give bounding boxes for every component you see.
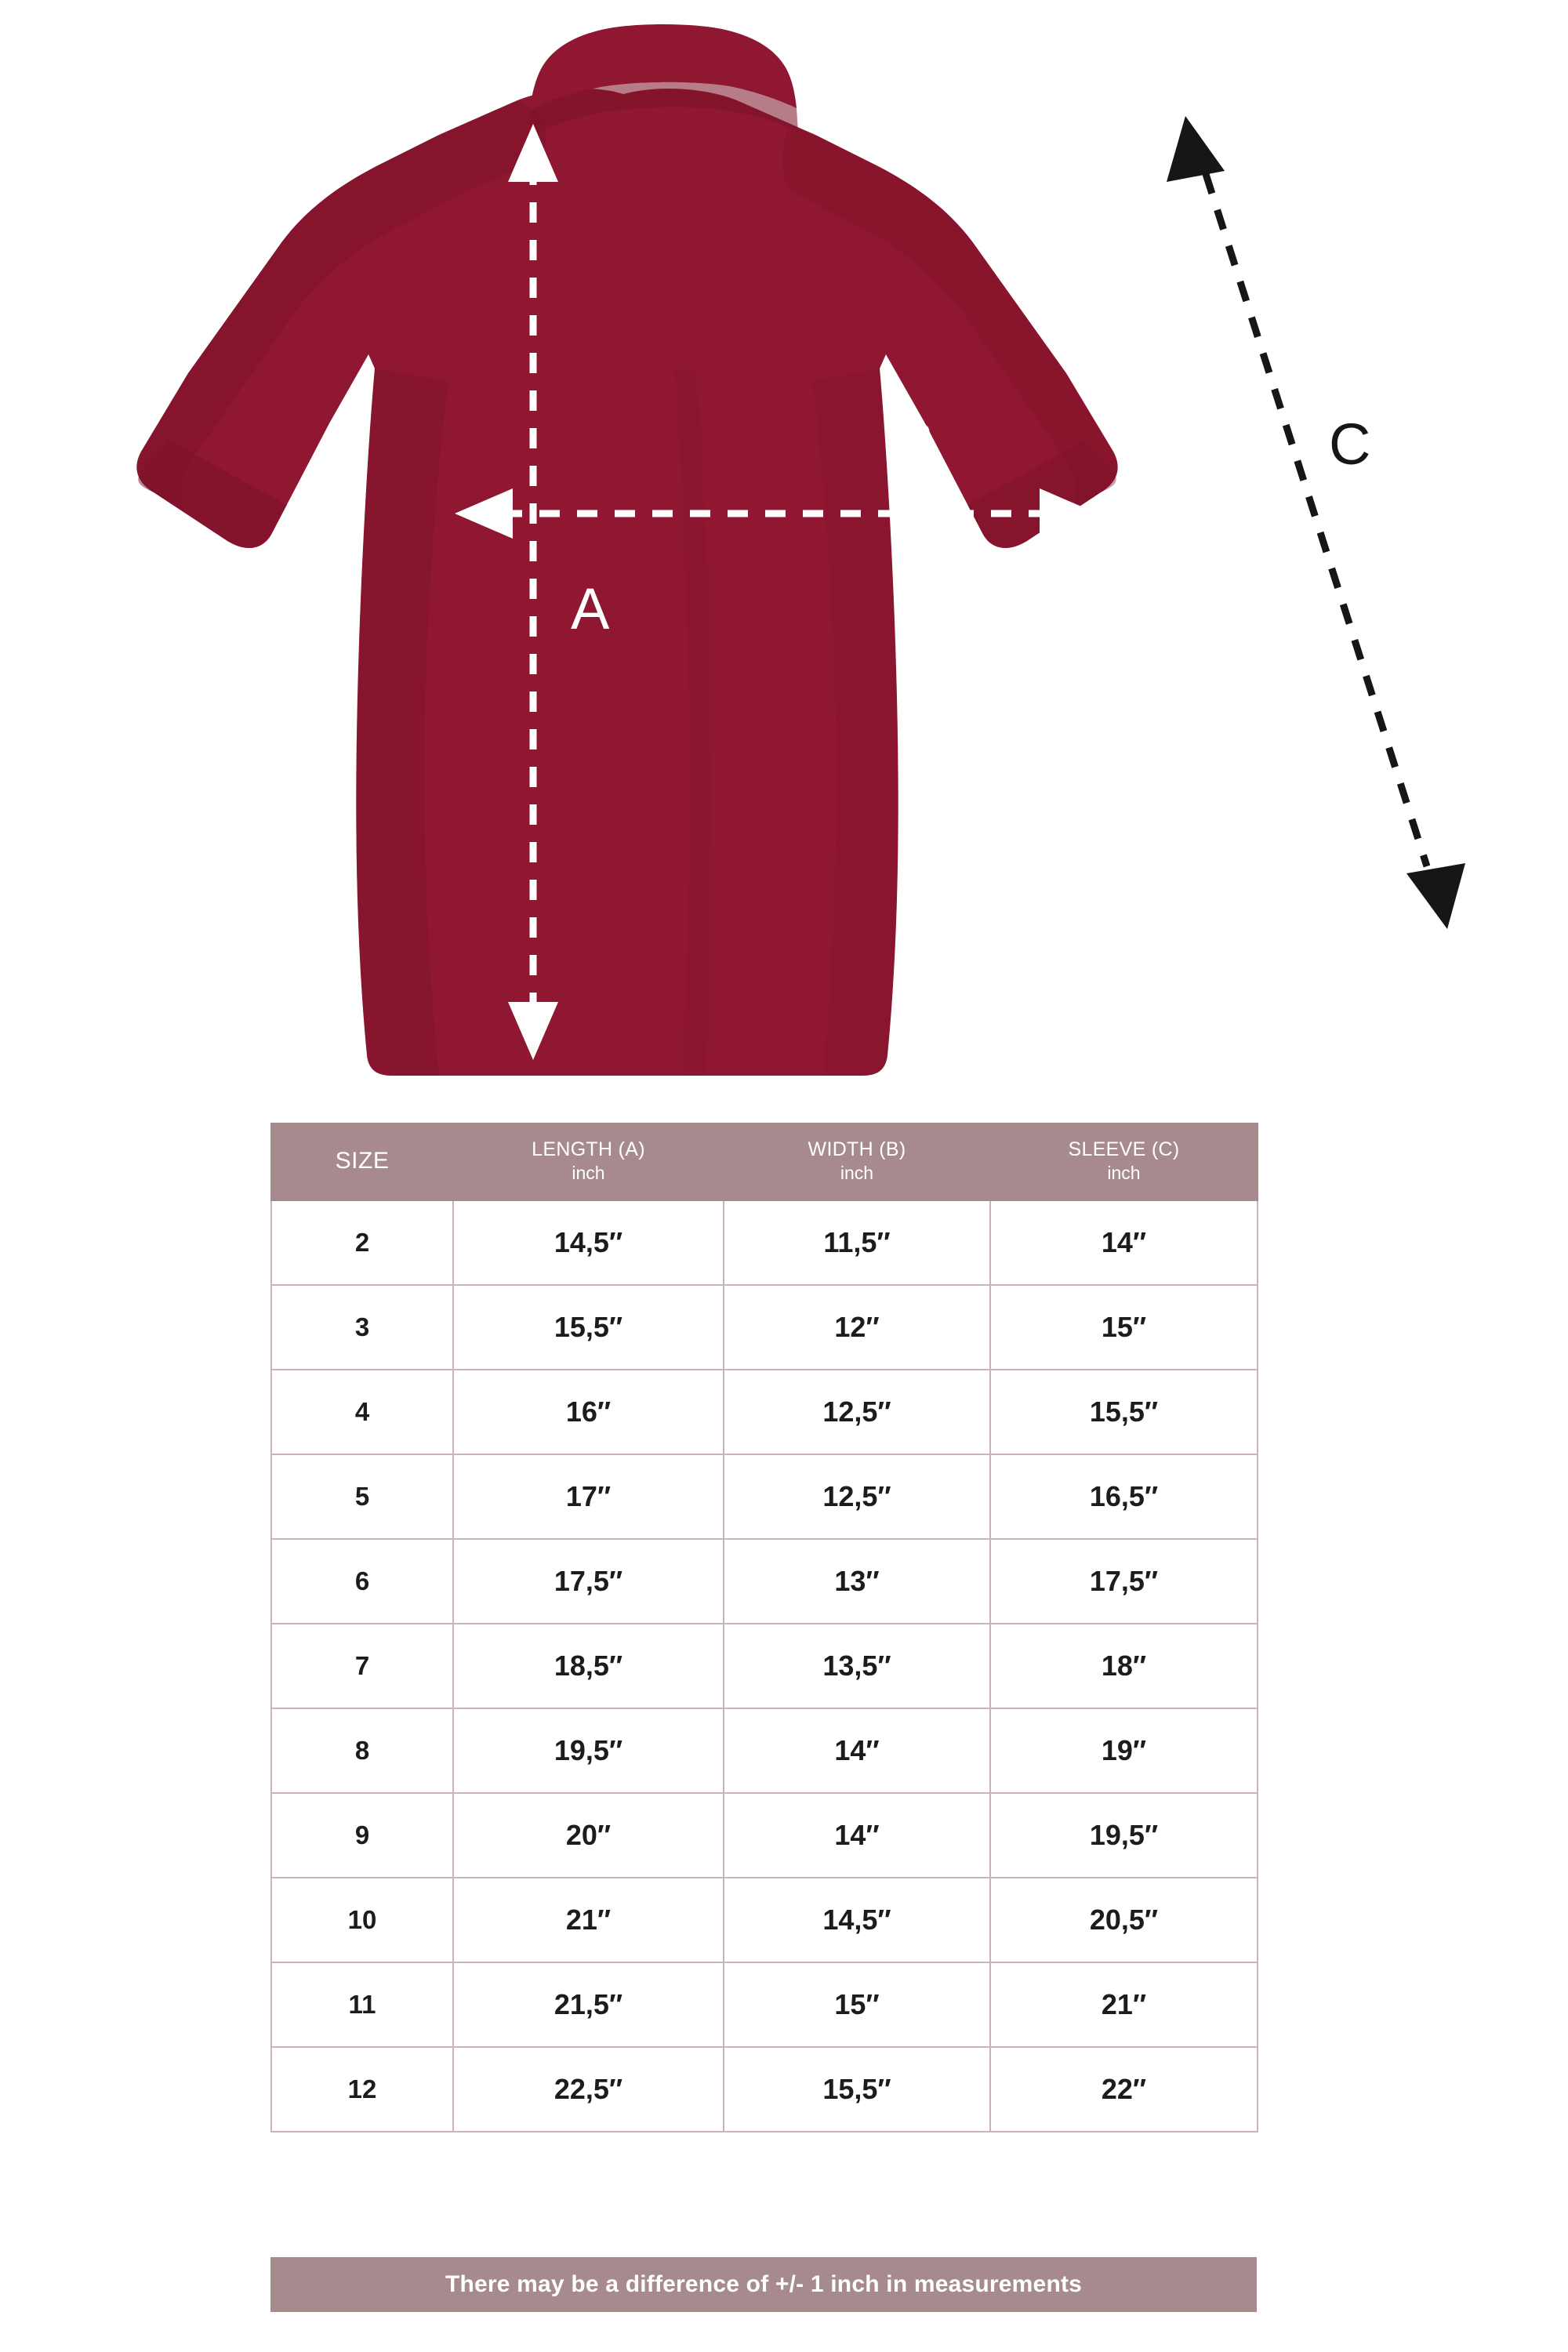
cell-width: 12,5″ — [724, 1370, 990, 1454]
size-table — [270, 1123, 1258, 2132]
cell-size: 5 — [271, 1454, 453, 1539]
header-length-main: LENGTH (A) — [532, 1138, 645, 1160]
table-row — [271, 1878, 1258, 1962]
table-header-row — [271, 1123, 1258, 1200]
cell-sleeve: 17,5″ — [990, 1539, 1258, 1624]
cell-length: 17,5″ — [453, 1539, 724, 1624]
cell-length: 21″ — [453, 1878, 724, 1962]
cell-width: 11,5″ — [724, 1200, 990, 1285]
cell-length: 15,5″ — [453, 1285, 724, 1370]
header-width — [724, 1123, 990, 1200]
header-length-unit: inch — [572, 1163, 605, 1183]
cell-sleeve: 19,5″ — [990, 1793, 1258, 1878]
header-sleeve — [990, 1123, 1258, 1200]
dimension-label-a: A — [571, 576, 610, 641]
table-row — [271, 1200, 1258, 1285]
table-row — [271, 1624, 1258, 1708]
dimension-label-b: B — [896, 410, 935, 475]
cell-length: 18,5″ — [453, 1624, 724, 1708]
dimension-label-c: C — [1329, 412, 1371, 477]
header-width-unit: inch — [840, 1163, 874, 1183]
cell-length: 21,5″ — [453, 1962, 724, 2047]
cell-width: 13″ — [724, 1539, 990, 1624]
cell-width: 12,5″ — [724, 1454, 990, 1539]
cell-sleeve: 14″ — [990, 1200, 1258, 1285]
cell-width: 13,5″ — [724, 1624, 990, 1708]
garment-illustration — [0, 0, 1568, 1121]
shirt-body-shape — [136, 24, 1117, 1076]
table-row — [271, 1708, 1258, 1793]
cell-sleeve: 21″ — [990, 1962, 1258, 2047]
cell-width: 15,5″ — [724, 2047, 990, 2132]
measurement-tolerance-note — [270, 2257, 1257, 2312]
cell-length: 20″ — [453, 1793, 724, 1878]
cell-size: 3 — [271, 1285, 453, 1370]
table-row — [271, 1962, 1258, 2047]
cell-sleeve: 20,5″ — [990, 1878, 1258, 1962]
double-arrow-diagonal-icon — [1167, 116, 1465, 929]
table-row — [271, 2047, 1258, 2132]
header-sleeve-main: SLEEVE (C) — [1068, 1138, 1180, 1160]
table-row — [271, 1285, 1258, 1370]
note-text: There may be a difference of +/- 1 inch in measurements — [445, 2271, 1083, 2297]
table-row — [271, 1793, 1258, 1878]
cell-sleeve: 18″ — [990, 1624, 1258, 1708]
cell-size: 12 — [271, 2047, 453, 2132]
cell-length: 17″ — [453, 1454, 724, 1539]
cell-width: 14″ — [724, 1708, 990, 1793]
cell-length: 16″ — [453, 1370, 724, 1454]
cell-size: 11 — [271, 1962, 453, 2047]
header-length — [453, 1123, 724, 1200]
size-chart — [270, 1123, 1257, 2132]
header-size: SIZE — [271, 1123, 453, 1200]
shirt-graphic — [0, 0, 1568, 1121]
table-row — [271, 1370, 1258, 1454]
cell-width: 14″ — [724, 1793, 990, 1878]
cell-sleeve: 15″ — [990, 1285, 1258, 1370]
cell-sleeve: 19″ — [990, 1708, 1258, 1793]
cell-size: 10 — [271, 1878, 453, 1962]
cell-size: 6 — [271, 1539, 453, 1624]
table-row — [271, 1454, 1258, 1539]
header-sleeve-unit: inch — [1107, 1163, 1141, 1183]
cell-sleeve: 15,5″ — [990, 1370, 1258, 1454]
cell-size: 2 — [271, 1200, 453, 1285]
cell-size: 7 — [271, 1624, 453, 1708]
cell-width: 15″ — [724, 1962, 990, 2047]
cell-sleeve: 16,5″ — [990, 1454, 1258, 1539]
cell-size: 8 — [271, 1708, 453, 1793]
cell-size: 9 — [271, 1793, 453, 1878]
cell-length: 14,5″ — [453, 1200, 724, 1285]
table-row — [271, 1539, 1258, 1624]
cell-sleeve: 22″ — [990, 2047, 1258, 2132]
cell-size: 4 — [271, 1370, 453, 1454]
cell-width: 12″ — [724, 1285, 990, 1370]
cell-length: 22,5″ — [453, 2047, 724, 2132]
cell-length: 19,5″ — [453, 1708, 724, 1793]
header-width-main: WIDTH (B) — [808, 1138, 906, 1160]
cell-width: 14,5″ — [724, 1878, 990, 1962]
